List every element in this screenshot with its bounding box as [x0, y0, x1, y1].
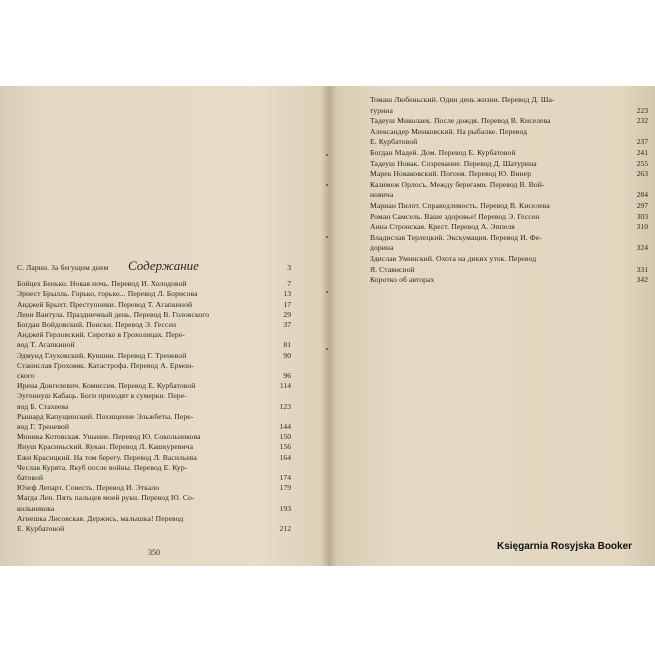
toc-entry: [370, 117, 648, 125]
toc-entry-page: 7: [287, 279, 291, 289]
toc-entry-title: Коротко об авторах: [370, 275, 435, 285]
toc-entry: [17, 515, 291, 523]
toc-entry: [370, 96, 648, 104]
toc-entry-page: 284: [636, 190, 648, 200]
toc-entry-page: 90: [283, 350, 291, 360]
toc-entry: [17, 392, 291, 400]
toc-entry: [17, 372, 291, 380]
toc-entry: [17, 301, 291, 309]
toc-entry: [17, 382, 291, 390]
toc-entry-title: Юзеф Лепарт. Совесть. Перевод И. Эткало: [17, 483, 160, 493]
toc-entry: [370, 276, 648, 284]
contents-heading: Содержание: [128, 258, 199, 273]
toc-entry: [370, 223, 648, 231]
toc-entry-title: Магда Лен. Пять пальцев моей руки. Перевод Ю. Со-: [17, 493, 195, 503]
toc-entry-page: 3: [287, 263, 291, 272]
toc-entry-title: Бойцех Бенько. Новая ночь. Перевод И. Холодовой: [17, 279, 187, 289]
toc-entry-title: Богдан Мадей. Дом. Перевод Е. Курбатовой: [370, 148, 516, 157]
toc-entry-title: дорина: [370, 243, 394, 253]
toc-entry-title: ского: [17, 371, 35, 380]
book-spread: [0, 86, 655, 566]
toc-entry-title: батовой: [17, 473, 44, 482]
toc-entry: [17, 494, 291, 502]
toc-entry-page: 150: [279, 432, 291, 442]
toc-entry: [17, 331, 291, 339]
toc-entry-title: Станислав Гроховяк. Катастрофа. Перевод А. Ермон-: [17, 360, 194, 370]
toc-entry: [370, 234, 648, 242]
toc-entry: [17, 290, 291, 298]
toc-entry-title: Эдмунд Глуховский. Кувшин. Перевод Г. Тpеневой: [17, 350, 187, 360]
toc-entry: [17, 433, 291, 441]
toc-entry-page: 156: [279, 442, 291, 452]
toc-entry-page: 255: [636, 158, 648, 168]
toc-entry: [17, 311, 291, 319]
toc-entry-page: 174: [279, 473, 291, 482]
toc-entry-page: 324: [636, 243, 648, 253]
toc-entry-title: вод Г. Треневой: [17, 422, 70, 431]
toc-entry: [17, 505, 291, 513]
toc-entry-title: Богдан Войдовский. Поиски. Перевод Э. Гессен: [17, 320, 177, 329]
toc-entry-page: 223: [636, 105, 648, 115]
toc-entry-page: 232: [636, 116, 648, 126]
toc-entry-title: вод Т. Агапкиной: [17, 340, 75, 350]
toc-entry-title: вод Б. Стахеева: [17, 401, 69, 411]
toc-entry-title: Рышард Капущинский. Похищение Эльжбеты. Пере-: [17, 411, 194, 421]
toc-entry: [370, 213, 648, 221]
toc-entry: [17, 484, 291, 492]
toc-entry-page: 17: [283, 299, 291, 309]
toc-entry: [17, 474, 291, 482]
toc-entry-title: С. Ларин. За бегущим днем: [17, 263, 109, 272]
toc-entry-title: Мариан Пилот. Справедливость. Перевод В. Киселева: [370, 201, 550, 210]
toc-entry-title: Тадеуш Новак. Созревание. Перевод Д. Шатурина: [370, 158, 537, 168]
toc-entry-title: Роман Самсель. Ваше здоровье! Перевод Э. Гессен: [370, 211, 540, 221]
toc-entry: [17, 264, 291, 272]
toc-entry-page: 29: [283, 309, 291, 319]
toc-entry: [370, 244, 648, 252]
toc-entry: [17, 443, 291, 451]
toc-entry-page: 81: [283, 340, 291, 350]
toc-entry-title: Анджей Брыхт. Преступники. Перевод Т. Агапкиной: [17, 299, 193, 309]
toc-entry-title: Тадеуш Миколаек. После дождя. Перевод В. Киселева: [370, 116, 551, 126]
toc-entry-title: новича: [370, 190, 394, 200]
toc-entry-title: Эрнест Брылль. Горько, горько... Перевод Л. Борисова: [17, 289, 198, 299]
toc-entry-page: 237: [636, 137, 648, 147]
toc-entry-title: Моника Котовская. Уныние. Перевод Ю. Сокольникова: [17, 432, 201, 442]
toc-entry: [370, 181, 648, 189]
toc-entry-title: Е. Курбатовой: [17, 524, 65, 533]
toc-entry-title: Януш Красиньский. Кукан. Перевод Л. Кашкуревича: [17, 442, 194, 452]
toc-entry: [17, 413, 291, 421]
toc-entry-title: Я. Стависной: [370, 264, 415, 274]
toc-entry-page: 241: [636, 148, 648, 157]
toc-entry-page: 13: [283, 289, 291, 299]
toc-entry-title: Е. Курбатовой: [370, 137, 418, 147]
toc-entry-page: 297: [636, 201, 648, 210]
toc-entry-title: Ежи Красицкий. На том берегу. Перевод Л. Васильева: [17, 452, 197, 462]
shop-watermark: Księgarnia Rosyjska Booker: [497, 541, 633, 552]
toc-entry: [17, 280, 291, 288]
toc-entry-page: 114: [279, 381, 291, 391]
toc-entry: [370, 170, 648, 178]
toc-entry: [17, 321, 291, 329]
toc-entry-page: 212: [279, 524, 291, 533]
right-page: [332, 86, 655, 566]
toc-entry-title: Александер Минковский. На рыбалке. Перевод: [370, 126, 528, 136]
toc-entry-title: турина: [370, 105, 393, 115]
toc-entry-page: 193: [279, 503, 291, 513]
toc-entry: [370, 255, 648, 263]
toc-entry-title: Владислав Терлецкий. Экскумация. Перевод И. Фе-: [370, 232, 542, 242]
toc-entry: [370, 202, 648, 210]
toc-entry-page: 164: [279, 452, 291, 462]
toc-entry-title: Агнешка Лисовская. Держись, малышка! Перевод: [17, 513, 184, 523]
toc-entry: [370, 149, 648, 157]
toc-entry-title: кольникова: [17, 503, 55, 513]
toc-entry: [17, 525, 291, 533]
toc-entry-page: 342: [636, 275, 648, 285]
toc-entry: [17, 464, 291, 472]
toc-entry-page: 123: [279, 401, 291, 411]
toc-entry: [370, 160, 648, 168]
toc-entry-title: Казимеж Орлось. Между берегами. Перевод В. Вой-: [370, 179, 545, 189]
toc-entry-page: 144: [279, 422, 291, 431]
toc-entry-title: Томаш Любеньский. Один день жизни. Перевод Д. Ша-: [370, 95, 555, 104]
toc-entry-page: 96: [283, 371, 291, 380]
toc-entry-title: Здислав Уминский. Охота на диких уток. Перевод: [370, 254, 537, 263]
toc-entry: [370, 128, 648, 136]
page-number: 350: [148, 548, 160, 557]
toc-entry: [17, 403, 291, 411]
toc-entry-page: 331: [636, 264, 648, 274]
toc-entry-page: 303: [636, 211, 648, 221]
toc-entry-title: Анджей Герловский. Сиротко в Грохолицах. Пере-: [17, 330, 185, 340]
toc-entry-title: Анна Стронская. Крест. Перевод А. Эппеля: [370, 222, 515, 232]
toc-entry-title: Эугениуш Кабаць. Боги приходят в сумерки. Пере-: [17, 391, 187, 401]
toc-entry: [17, 362, 291, 370]
toc-entry-page: 37: [283, 320, 291, 329]
left-page: [0, 86, 327, 566]
toc-entry: [17, 423, 291, 431]
toc-entry-page: 179: [279, 483, 291, 493]
toc-entry: [17, 341, 291, 349]
toc-entry-title: Ирена Довгелевич. Комиссия. Перевод Е. Курбатовой: [17, 381, 196, 391]
toc-entry-title: Марек Новаковский. Погоня. Перевод Ю. Винер: [370, 169, 532, 179]
toc-entry-page: 310: [636, 222, 648, 232]
toc-entry: [370, 138, 648, 146]
toc-entry: [370, 107, 648, 115]
toc-entry: [370, 266, 648, 274]
toc-entry: [17, 352, 291, 360]
toc-entry-title: Чеслав Курята. Якуб после войны. Перевод Е. Кур-: [17, 462, 188, 472]
toc-entry-title: Леон Вантула. Праздничный день. Перевод В. Головского: [17, 309, 210, 319]
toc-entry: [17, 454, 291, 462]
toc-entry-page: 263: [636, 169, 648, 179]
toc-entry: [370, 191, 648, 199]
